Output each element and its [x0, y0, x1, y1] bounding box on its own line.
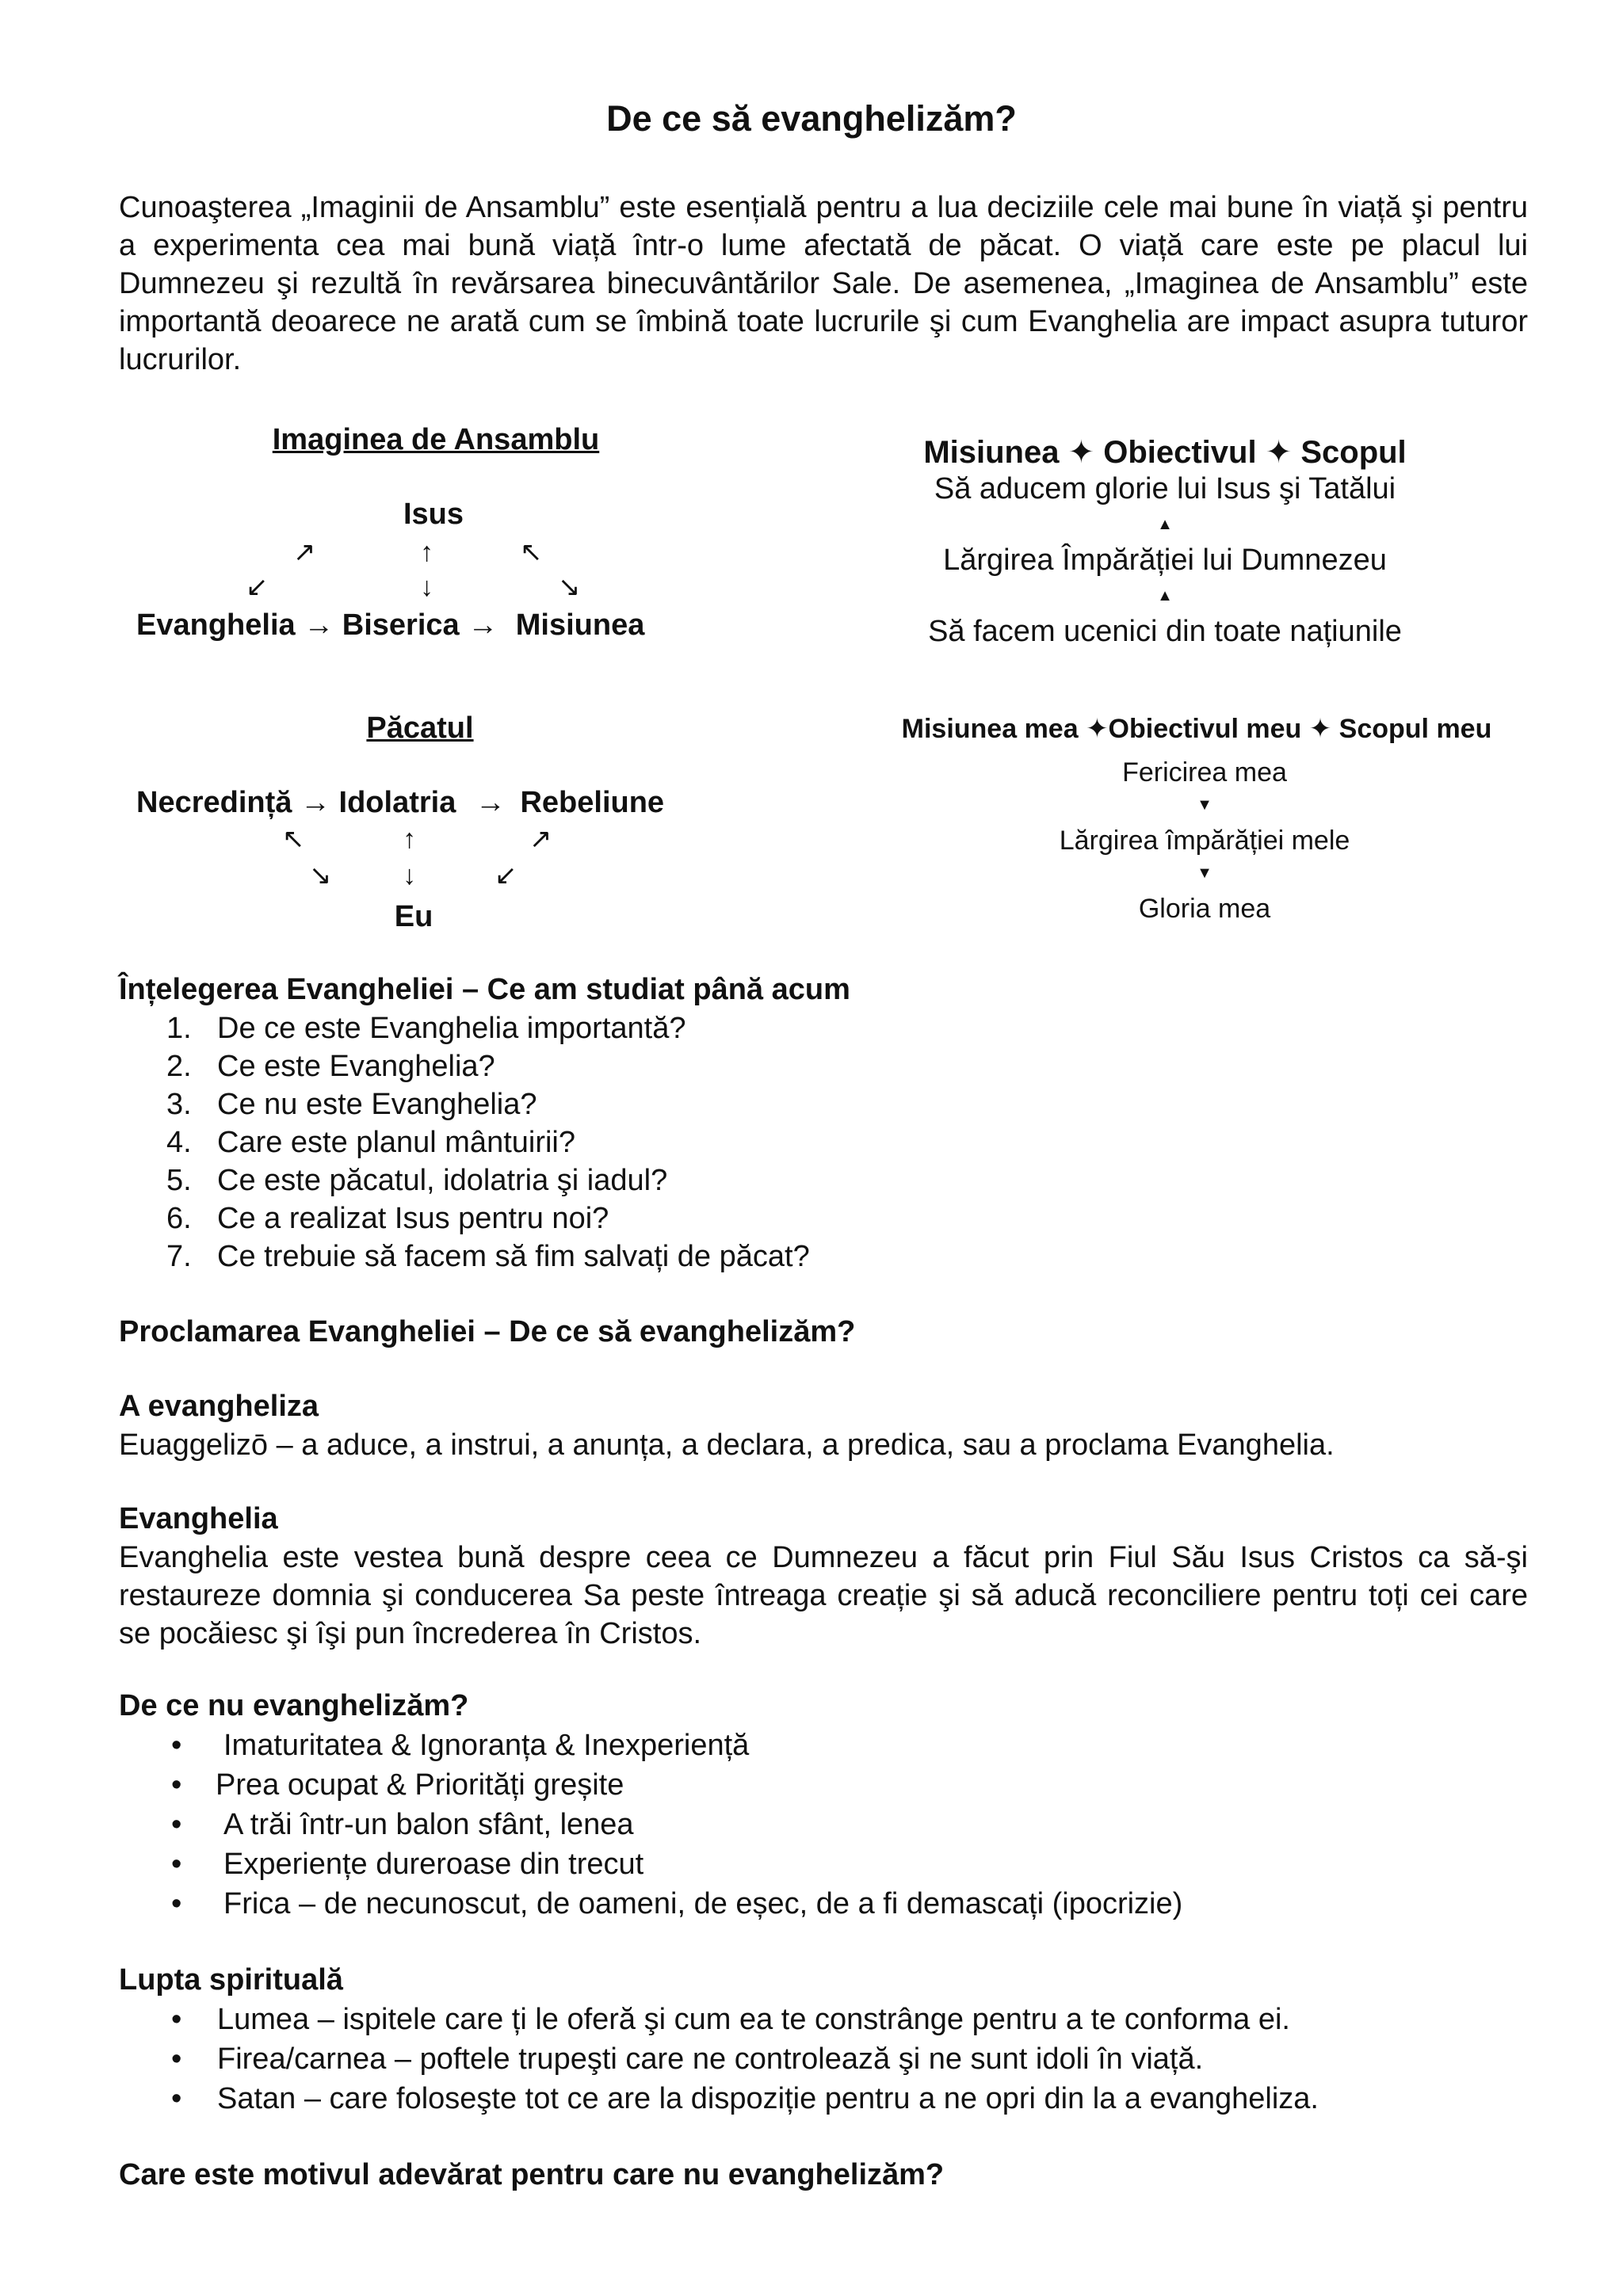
- why-not-heading: De ce nu evanghelizăm?: [119, 1689, 469, 1722]
- triangle-up-icon: ▲: [1157, 587, 1173, 605]
- arrow-up-icon: ↑: [403, 824, 416, 854]
- arrow-right-icon: →: [468, 608, 506, 642]
- node-necredinta: Necredință: [136, 786, 292, 819]
- bullet-icon: •: [171, 1808, 182, 1841]
- list-text: Prea ocupat & Priorități greșite: [216, 1768, 624, 1802]
- list-item: [119, 2079, 1319, 2119]
- page-title: De ce să evanghelizăm?: [606, 98, 1017, 139]
- bullet-icon: •: [171, 1729, 182, 1762]
- arrow-down-icon: ↓: [420, 572, 433, 602]
- list-item: [119, 2039, 1319, 2079]
- list-item: [119, 1884, 1182, 1924]
- list-text: Satan – care foloseşte tot ce are la dispoziție pentru a ne opri din la a evangheliza.: [217, 2082, 1319, 2115]
- arrow-up-right-icon: ↗: [529, 824, 552, 854]
- triangle-up-icon: ▲: [1157, 516, 1173, 533]
- sin-heading: Păcatul: [366, 711, 474, 745]
- node-eu: Eu: [394, 900, 433, 933]
- mission-line-1: Să aducem glorie lui Isus şi Tatălui: [934, 472, 1396, 505]
- list-text: De ce este Evanghelia importantă?: [217, 1012, 686, 1045]
- bullet-icon: •: [171, 1848, 182, 1881]
- triangle-down-icon: ▼: [1197, 796, 1212, 814]
- bullet-icon: •: [171, 2042, 182, 2076]
- node-isus: Isus: [403, 498, 464, 531]
- list-text: Care este planul mântuirii?: [217, 1126, 576, 1159]
- list-item: [119, 2000, 1319, 2039]
- evangelize-heading: A evangheliza: [119, 1390, 319, 1423]
- arrow-up-left-icon: ↖: [520, 537, 543, 567]
- list-number: 7.: [166, 1240, 192, 1273]
- evangelize-definition: Euaggelizō – a aduce, a instrui, a anunța, a declara, a predica, sau a proclama Evanghelia.: [119, 1428, 1335, 1462]
- bullet-icon: •: [171, 1887, 182, 1920]
- list-item: [119, 1805, 1182, 1844]
- arrow-right-icon: →: [304, 608, 342, 642]
- list-number: 4.: [166, 1126, 192, 1159]
- node-evanghelia: Evanghelia: [136, 608, 296, 642]
- list-item: [119, 1123, 810, 1161]
- bullet-icon: •: [171, 2003, 182, 2036]
- list-text: Imaturitatea & Ignoranța & Inexperiență: [223, 1729, 750, 1762]
- real-reason-heading: Care este motivul adevărat pentru care nu evanghelizăm?: [119, 2158, 945, 2191]
- arrow-down-right-icon: ↘: [558, 572, 581, 602]
- spiritual-war-heading: Lupta spirituală: [119, 1963, 343, 1997]
- node-misiunea: Misiunea: [515, 608, 645, 642]
- sin-row: [136, 786, 664, 820]
- list-item: [119, 1199, 810, 1238]
- why-not-list: [119, 1726, 1182, 1924]
- big-picture-row: [136, 608, 644, 643]
- arrow-right-icon: →: [300, 786, 339, 819]
- node-biserica: Biserica: [342, 608, 460, 642]
- list-number: 3.: [166, 1088, 192, 1121]
- triangle-down-icon: ▼: [1197, 864, 1212, 882]
- list-text: Lumea – ispitele care ți le oferă şi cum ea te constrânge pentru a te conforma ei.: [217, 2003, 1290, 2036]
- gospel-heading: Evanghelia: [119, 1502, 278, 1535]
- list-item: [119, 1844, 1182, 1884]
- list-item: [119, 1161, 810, 1199]
- list-number: 2.: [166, 1050, 192, 1083]
- my-mission-line-3: Gloria mea: [1138, 894, 1271, 924]
- bullet-icon: •: [171, 1768, 182, 1802]
- understanding-heading: Înțelegerea Evangheliei – Ce am studiat până acum: [119, 973, 850, 1006]
- my-mission-line-1: Fericirea mea: [1122, 757, 1287, 788]
- arrow-down-left-icon: ↙: [246, 572, 269, 602]
- arrow-up-left-icon: ↖: [282, 824, 305, 854]
- arrow-right-icon: →: [475, 786, 514, 819]
- node-rebeliune: Rebeliune: [520, 786, 665, 819]
- my-mission-heading: Misiunea mea ✦Obiectivul meu ✦ Scopul meu: [901, 714, 1492, 744]
- list-item: [119, 1238, 810, 1276]
- arrow-down-icon: ↓: [403, 860, 416, 891]
- list-item: [119, 1009, 810, 1047]
- understanding-list: [119, 1009, 810, 1276]
- list-text: Experiențe dureroase din trecut: [223, 1848, 644, 1881]
- my-mission-line-2: Lărgirea împărăției mele: [1059, 826, 1350, 856]
- list-text: Ce nu este Evanghelia?: [217, 1088, 537, 1121]
- list-text: A trăi într-un balon sfânt, lenea: [223, 1808, 634, 1841]
- arrow-down-right-icon: ↘: [309, 860, 332, 891]
- arrow-up-icon: ↑: [420, 537, 433, 567]
- gospel-definition: Evanghelia este vestea bună despre ceea ce Dumnezeu a făcut prin Fiul Său Isus Cristos ca să-şi restaureze domnia şi conducerea Sa peste întreaga creație şi să aducă reconciliere pentru toți cei care se pocăiesc şi îşi pun încrederea în Cristos.: [119, 1541, 1528, 1650]
- mission-line-3: Să facem ucenici din toate națiunile: [928, 615, 1402, 648]
- list-number: 1.: [166, 1012, 192, 1045]
- proclamation-heading: Proclamarea Evangheliei – De ce să evanghelizăm?: [119, 1315, 856, 1348]
- arrow-down-left-icon: ↙: [495, 860, 517, 891]
- list-text: Firea/carnea – poftele trupeşti care ne controlează şi ne sunt idoli în viață.: [217, 2042, 1204, 2076]
- list-item: [119, 1085, 810, 1123]
- list-text: Frica – de necunoscut, de oameni, de eșec, de a fi demascați (ipocrizie): [223, 1887, 1183, 1920]
- arrow-up-right-icon: ↗: [293, 537, 316, 567]
- list-number: 5.: [166, 1164, 192, 1197]
- mission-line-2: Lărgirea Împărăției lui Dumnezeu: [943, 543, 1387, 577]
- list-number: 6.: [166, 1202, 192, 1235]
- big-picture-heading: Imaginea de Ansamblu: [272, 423, 600, 456]
- bullet-icon: •: [171, 2082, 182, 2115]
- list-text: Ce a realizat Isus pentru noi?: [217, 1202, 609, 1235]
- mission-heading: Misiunea ✦ Obiectivul ✦ Scopul: [923, 435, 1407, 470]
- intro-paragraph: Cunoaşterea „Imaginii de Ansamblu” este esențială pentru a lua deciziile cele mai bune în viață şi pentru a experimenta cea mai bună viață într-o lume afectată de păcat. O viață care este pe placul lui Dumnezeu şi rezultă în revărsarea binecuvântărilor Sale. De asemenea, „Imaginea de Ansamblu” este importantă deoarece ne arată cum se îmbină toate lucrurile şi cum Evanghelia are impact asupra tuturor lucrurilor.: [119, 191, 1528, 376]
- list-item: [119, 1765, 1182, 1805]
- spiritual-war-list: [119, 2000, 1319, 2119]
- list-text: Ce este Evanghelia?: [217, 1050, 495, 1083]
- list-item: [119, 1726, 1182, 1765]
- list-item: [119, 1047, 810, 1085]
- list-text: Ce trebuie să facem să fim salvați de păcat?: [217, 1240, 810, 1273]
- list-text: Ce este păcatul, idolatria şi iadul?: [217, 1164, 668, 1197]
- node-idolatria: Idolatria: [338, 786, 456, 819]
